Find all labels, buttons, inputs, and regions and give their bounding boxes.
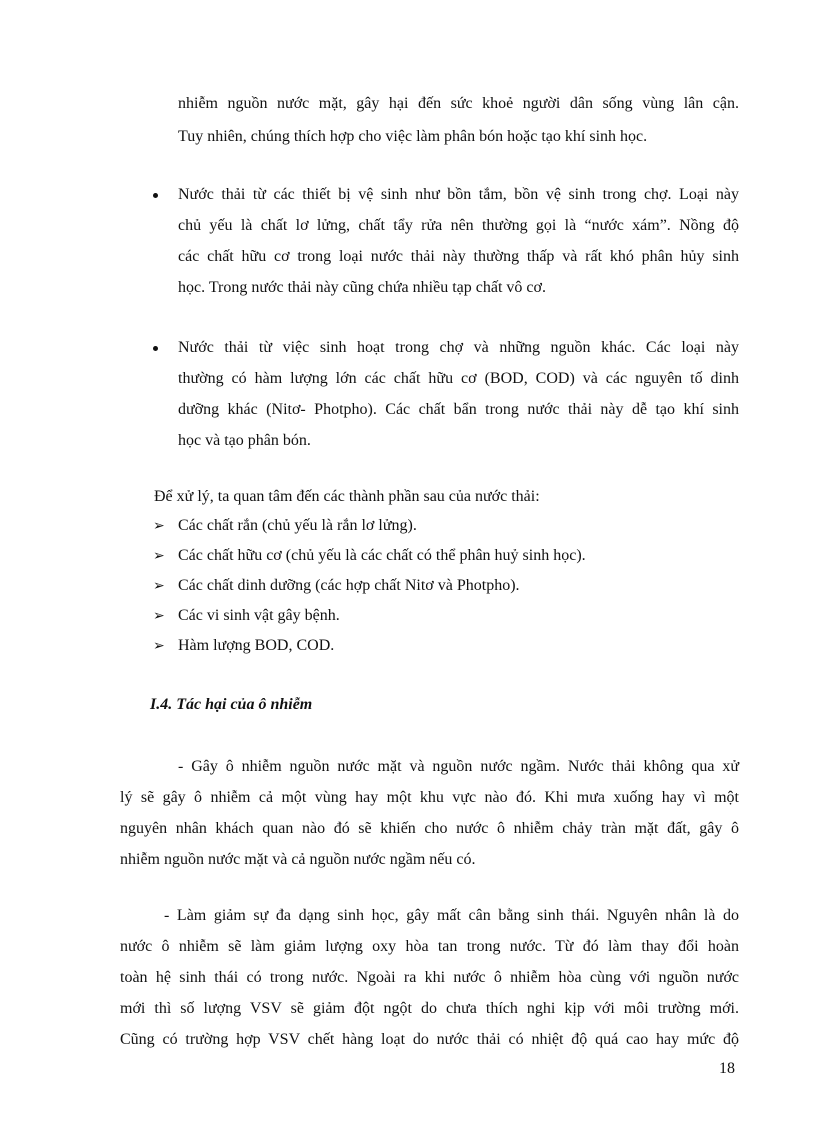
arrow-bullet-icon: ➢: [153, 608, 165, 624]
continued-paragraph-line: Tuy nhiên, chúng thích hợp cho việc làm phân bón hoặc tạo khí sinh học.: [178, 128, 648, 145]
intro-line: Để xử lý, ta quan tâm đến các thành phần sau của nước thải:: [154, 488, 540, 505]
bullet-1-line: Nước thải từ các thiết bị vệ sinh như bồn tắm, bồn vệ sinh trong chợ. Loại này: [178, 186, 739, 203]
arrow-list-item: Các chất rắn (chủ yếu là rắn lơ lửng).: [178, 517, 417, 534]
paragraph-1-line: nhiễm nguồn nước mặt và cả nguồn nước ngầm nếu có.: [120, 851, 476, 868]
bullet-2-line: học và tạo phân bón.: [178, 432, 311, 449]
arrow-list-item: Các chất dinh dưỡng (các hợp chất Nitơ và Photpho).: [178, 577, 520, 594]
paragraph-2-line: - Làm giảm sự đa dạng sinh học, gây mất cân bằng sinh thái. Nguyên nhân là do: [164, 907, 739, 924]
page-number: 18: [719, 1060, 735, 1077]
paragraph-1-line: - Gây ô nhiễm nguồn nước mặt và nguồn nước ngầm. Nước thải không qua xử: [178, 758, 739, 775]
arrow-bullet-icon: ➢: [153, 578, 165, 594]
continued-paragraph-line: nhiễm nguồn nước mặt, gây hại đến sức khoẻ người dân sống vùng lân cận.: [178, 95, 739, 112]
arrow-bullet-icon: ➢: [153, 548, 165, 564]
paragraph-2-line: nước ô nhiễm sẽ làm giảm lượng oxy hòa tan trong nước. Từ đó làm thay đổi hoàn: [120, 938, 739, 955]
bullet-1-line: chủ yếu là chất lơ lửng, chất tẩy rửa nên thường gọi là “nước xám”. Nồng độ: [178, 217, 739, 234]
arrow-bullet-icon: ➢: [153, 518, 165, 534]
paragraph-1-line: nguyên nhân khách quan nào đó sẽ khiến cho nước ô nhiễm chảy tràn mặt đất, gây ô: [120, 820, 739, 837]
paragraph-2-line: mới thì số lượng VSV sẽ giảm đột ngột do chưa thích nghi kịp với môi trường mới.: [120, 1000, 739, 1017]
bullet-dot-icon: [153, 193, 158, 198]
bullet-2-line: thường có hàm lượng lớn các chất hữu cơ (BOD, COD) và các nguyên tố dinh: [178, 370, 739, 387]
paragraph-2-line: Cũng có trường hợp VSV chết hàng loạt do nước thải có nhiệt độ quá cao hay mức độ: [120, 1031, 739, 1048]
bullet-dot-icon: [153, 346, 158, 351]
paragraph-1-line: lý sẽ gây ô nhiễm cả một vùng hay một khu vực nào đó. Khi mưa xuống hay vì một: [120, 789, 739, 806]
bullet-2-line: Nước thải từ việc sinh hoạt trong chợ và những nguồn khác. Các loại này: [178, 339, 739, 356]
arrow-bullet-icon: ➢: [153, 638, 165, 654]
section-heading: I.4. Tác hại của ô nhiễm: [150, 696, 313, 713]
arrow-list-item: Các vi sinh vật gây bệnh.: [178, 607, 340, 624]
bullet-1-line: học. Trong nước thải này cũng chứa nhiều tạp chất vô cơ.: [178, 279, 546, 296]
bullet-2-line: dưỡng khác (Nitơ- Photpho). Các chất bẩn trong nước thải này dễ tạo khí sinh: [178, 401, 739, 418]
bullet-1-line: các chất hữu cơ trong loại nước thải này thường thấp và rất khó phân hủy sinh: [178, 248, 739, 265]
paragraph-2-line: toàn hệ sinh thái có trong nước. Ngoài ra khi nước ô nhiễm hòa cùng với nguồn nước: [120, 969, 739, 986]
arrow-list-item: Các chất hữu cơ (chủ yếu là các chất có thể phân huỷ sinh học).: [178, 547, 586, 564]
arrow-list-item: Hàm lượng BOD, COD.: [178, 637, 335, 654]
